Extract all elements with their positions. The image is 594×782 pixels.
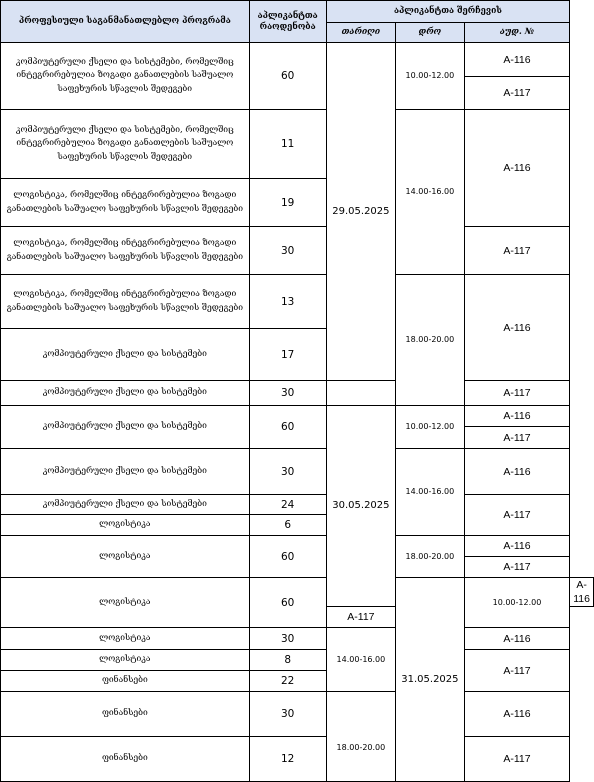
table-row bbox=[1, 227, 594, 275]
table-row bbox=[1, 692, 594, 715]
header-applicant-count: აპლიკანტთა რაოდენობა bbox=[249, 1, 326, 43]
room-number: A-116 bbox=[464, 275, 570, 381]
room-number: A-117 bbox=[464, 495, 570, 536]
exam-date: 30.05.2025 bbox=[326, 406, 395, 607]
program-name: კომპიუტერული ქსელი და სისტემები, რომელშიც ინტეგრირებულია ზოგადი განათლების საშუალო საფეხურის სწავლის შედეგები bbox=[1, 110, 250, 179]
room-number: A-116 bbox=[570, 578, 594, 607]
exam-time: 14.00-16.00 bbox=[326, 628, 395, 692]
exam-time-spacer bbox=[326, 692, 395, 715]
exam-time: 10.00-12.00 bbox=[464, 578, 570, 628]
applicant-count: 30 bbox=[249, 227, 326, 275]
applicant-count: 60 bbox=[249, 536, 326, 578]
applicant-count: 30 bbox=[249, 381, 326, 406]
program-name: ლოგისტიკა, რომელშიც ინტეგრირებულია ზოგადი განათლების საშუალო საფეხურის სწავლის შედეგები bbox=[1, 275, 250, 329]
program-name: ლოგისტიკა bbox=[1, 628, 250, 650]
exam-time: 18.00-20.00 bbox=[326, 715, 395, 782]
table-row bbox=[1, 495, 594, 515]
room-number: A-117 bbox=[464, 557, 570, 578]
applicant-count: 19 bbox=[249, 179, 326, 227]
applicant-count: 17 bbox=[249, 329, 326, 381]
program-name: ფინანსები bbox=[1, 737, 250, 782]
table-row bbox=[1, 43, 594, 77]
applicant-count: 30 bbox=[249, 692, 326, 737]
table-row bbox=[1, 110, 594, 179]
program-name: კომპიუტერული ქსელი და სისტემები bbox=[1, 449, 250, 495]
exam-time: 14.00-16.00 bbox=[396, 449, 465, 536]
room-number: A-116 bbox=[464, 628, 570, 650]
exam-time: 18.00-20.00 bbox=[396, 275, 465, 406]
header-room: აუდ. № bbox=[464, 23, 570, 43]
room-number: A-117 bbox=[464, 650, 570, 692]
program-name: კომპიუტერული ქსელი და სისტემები bbox=[1, 495, 250, 515]
room-number: A-116 bbox=[464, 43, 570, 77]
exam-date-continued bbox=[326, 381, 395, 406]
room-number: A-116 bbox=[464, 692, 570, 737]
applicant-count: 12 bbox=[249, 737, 326, 782]
room-number: A-116 bbox=[464, 449, 570, 495]
applicant-count: 60 bbox=[249, 43, 326, 110]
program-name: ფინანსები bbox=[1, 692, 250, 737]
program-name: ლოგისტიკა, რომელშიც ინტეგრირებულია ზოგადი განათლების საშუალო საფეხურის სწავლის შედეგები bbox=[1, 227, 250, 275]
exam-time: 14.00-16.00 bbox=[396, 110, 465, 275]
table-row bbox=[1, 536, 594, 557]
applicant-count: 13 bbox=[249, 275, 326, 329]
table-row bbox=[1, 578, 594, 607]
header-time: დრო bbox=[396, 23, 465, 43]
room-number: A-117 bbox=[464, 77, 570, 110]
applicant-count: 8 bbox=[249, 650, 326, 671]
program-name: ფინანსები bbox=[1, 671, 250, 692]
applicant-count: 24 bbox=[249, 495, 326, 515]
room-number: A-116 bbox=[464, 536, 570, 557]
exam-time: 10.00-12.00 bbox=[396, 43, 465, 110]
room-number: A-117 bbox=[464, 227, 570, 275]
table-row bbox=[1, 650, 594, 671]
room-number: A-117 bbox=[326, 607, 395, 628]
applicant-count: 11 bbox=[249, 110, 326, 179]
room-number: A-116 bbox=[464, 110, 570, 227]
program-name: კომპიუტერული ქსელი და სისტემები bbox=[1, 329, 250, 381]
applicant-count: 60 bbox=[249, 406, 326, 449]
exam-date: 29.05.2025 bbox=[326, 43, 395, 381]
program-name: ლოგისტიკა, რომელშიც ინტეგრირებულია ზოგადი განათლების საშუალო საფეხურის სწავლის შედეგები bbox=[1, 179, 250, 227]
exam-time: 10.00-12.00 bbox=[396, 406, 465, 449]
program-name: ლოგისტიკა bbox=[1, 578, 250, 628]
program-name: ლოგისტიკა bbox=[1, 515, 250, 536]
applicant-count: 6 bbox=[249, 515, 326, 536]
program-name: კომპიუტერული ქსელი და სისტემები bbox=[1, 406, 250, 449]
applicant-count: 30 bbox=[249, 449, 326, 495]
table-row bbox=[1, 628, 594, 650]
table-row bbox=[1, 737, 594, 782]
table-row bbox=[1, 275, 594, 329]
room-number: A-117 bbox=[464, 381, 570, 406]
table-row bbox=[1, 406, 594, 427]
table-row bbox=[1, 449, 594, 495]
program-name: კომპიუტერული ქსელი და სისტემები bbox=[1, 381, 250, 406]
program-name: ლოგისტიკა bbox=[1, 536, 250, 578]
exam-date: 31.05.2025 bbox=[396, 578, 465, 782]
room-number: A-116 bbox=[464, 406, 570, 427]
room-number: A-117 bbox=[464, 427, 570, 449]
header-date: თარიღი bbox=[326, 23, 395, 43]
program-name: კომპიუტერული ქსელი და სისტემები, რომელშიც ინტეგრირებულია ზოგადი განათლების საშუალო საფეხურის სწავლის შედეგები bbox=[1, 43, 250, 110]
applicant-count: 22 bbox=[249, 671, 326, 692]
applicant-count: 30 bbox=[249, 628, 326, 650]
exam-time: 18.00-20.00 bbox=[396, 536, 465, 578]
header-applicant-testing: აპლიკანტთა შერჩევის bbox=[326, 1, 570, 23]
room-number: A-117 bbox=[464, 737, 570, 782]
applicant-count: 60 bbox=[249, 578, 326, 628]
program-name: ლოგისტიკა bbox=[1, 650, 250, 671]
header-program: პროფესიული საგანმანათლებლო პროგრამა bbox=[1, 1, 250, 43]
table-row bbox=[1, 381, 594, 406]
